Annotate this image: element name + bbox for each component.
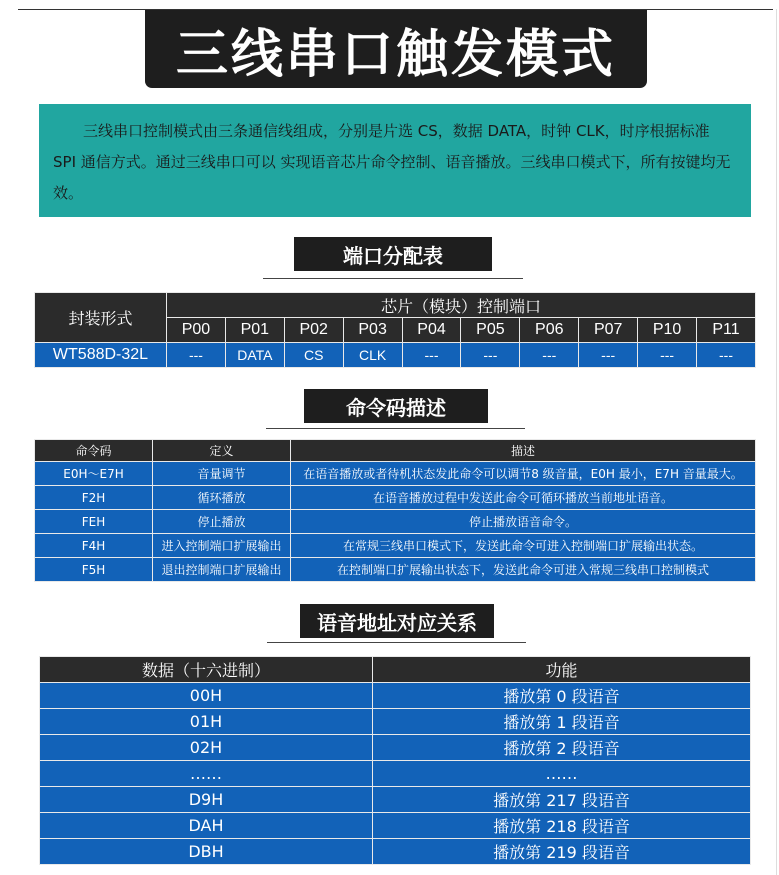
command-code-cell: E0H～E7H: [35, 462, 153, 486]
table-row: [40, 813, 751, 839]
hex-data-cell: 00H: [40, 683, 373, 709]
port-value-p04: ---: [402, 343, 461, 368]
table-row: [35, 343, 756, 368]
page-title: 三线串口触发模式: [175, 24, 616, 85]
table-row: [40, 761, 751, 787]
control-port-group-header: 芯片（模块）控制端口: [167, 293, 756, 318]
function-cell: ……: [373, 761, 751, 787]
hex-data-cell: ……: [40, 761, 373, 787]
right-divider: [776, 9, 777, 875]
table-row: [35, 486, 756, 510]
function-cell: 播放第 2 段语音: [373, 735, 751, 761]
address-table-title-underline: [267, 642, 526, 643]
voice-address-table: [39, 656, 751, 865]
port-value-p11: ---: [697, 343, 756, 368]
hex-data-cell: DAH: [40, 813, 373, 839]
command-table-title: 命令码描述: [304, 389, 488, 423]
address-header-row: [40, 657, 751, 683]
port-value-p06: ---: [520, 343, 579, 368]
command-code-cell: FEH: [35, 510, 153, 534]
table-row: [35, 558, 756, 582]
definition-cell: 进入控制端口扩展输出: [153, 534, 291, 558]
function-header: 功能: [373, 657, 751, 683]
table-row: [40, 709, 751, 735]
definition-cell: 循环播放: [153, 486, 291, 510]
table-row: [40, 735, 751, 761]
port-header-p11: P11: [697, 318, 756, 343]
command-code-table: [34, 439, 756, 582]
port-header-p00: P00: [167, 318, 226, 343]
function-cell: 播放第 218 段语音: [373, 813, 751, 839]
definition-cell: 退出控制端口扩展输出: [153, 558, 291, 582]
port-assignment-table: [34, 292, 756, 368]
command-code-cell: F2H: [35, 486, 153, 510]
description-cell: 在语音播放过程中发送此命令可循环播放当前地址语音。: [291, 486, 756, 510]
function-cell: 播放第 219 段语音: [373, 839, 751, 865]
description-cell: 在控制端口扩展输出状态下，发送此命令可进入常规三线串口控制模式: [291, 558, 756, 582]
table-row: [35, 534, 756, 558]
hex-data-cell: 01H: [40, 709, 373, 735]
port-header-p03: P03: [343, 318, 402, 343]
description-cell: 停止播放语音命令。: [291, 510, 756, 534]
command-header-row: [35, 440, 756, 462]
hex-data-cell: D9H: [40, 787, 373, 813]
port-table-title-underline: [263, 278, 523, 279]
table-row: [40, 839, 751, 865]
table-row: [35, 462, 756, 486]
function-cell: 播放第 217 段语音: [373, 787, 751, 813]
port-value-p07: ---: [579, 343, 638, 368]
command-code-cell: F4H: [35, 534, 153, 558]
port-table-title: 端口分配表: [294, 237, 492, 271]
description-header: 描述: [291, 440, 756, 462]
function-cell: 播放第 1 段语音: [373, 709, 751, 735]
port-value-p01: DATA: [225, 343, 284, 368]
port-value-p02: CS: [284, 343, 343, 368]
port-header-p07: P07: [579, 318, 638, 343]
description-cell: 在语音播放或者待机状态发此命令可以调节8 级音量，E0H 最小，E7H 音量最大。: [291, 462, 756, 486]
port-header-p02: P02: [284, 318, 343, 343]
intro-paragraph: 三线串口控制模式由三条通信线组成，分别是片选 CS，数据 DATA，时钟 CLK，时序根据标准 SPI 通信方式。通过三线串口可以 实现语音芯片命令控制、语音播放。三线串口模式下，所有按键均无效。: [39, 104, 751, 217]
port-header-p05: P05: [461, 318, 520, 343]
definition-header: 定义: [153, 440, 291, 462]
package-cell: WT588D-32L: [35, 343, 167, 368]
table-row: [40, 787, 751, 813]
port-value-p03: CLK: [343, 343, 402, 368]
port-header-p04: P04: [402, 318, 461, 343]
command-table-title-underline: [266, 428, 525, 429]
table-row: [40, 683, 751, 709]
port-value-p00: ---: [167, 343, 226, 368]
port-header-p01: P01: [225, 318, 284, 343]
definition-cell: 停止播放: [153, 510, 291, 534]
table-row: [35, 510, 756, 534]
hex-data-cell: 02H: [40, 735, 373, 761]
definition-cell: 音量调节: [153, 462, 291, 486]
port-value-p05: ---: [461, 343, 520, 368]
hex-data-cell: DBH: [40, 839, 373, 865]
package-header: 封装形式: [35, 293, 167, 343]
function-cell: 播放第 0 段语音: [373, 683, 751, 709]
port-header-p06: P06: [520, 318, 579, 343]
address-table-title: 语音地址对应关系: [300, 604, 494, 638]
command-code-cell: F5H: [35, 558, 153, 582]
description-cell: 在常规三线串口模式下，发送此命令可进入控制端口扩展输出状态。: [291, 534, 756, 558]
page-title-banner: [145, 10, 647, 88]
data-hex-header: 数据（十六进制）: [40, 657, 373, 683]
command-code-header: 命令码: [35, 440, 153, 462]
port-value-p10: ---: [638, 343, 697, 368]
port-header-p10: P10: [638, 318, 697, 343]
